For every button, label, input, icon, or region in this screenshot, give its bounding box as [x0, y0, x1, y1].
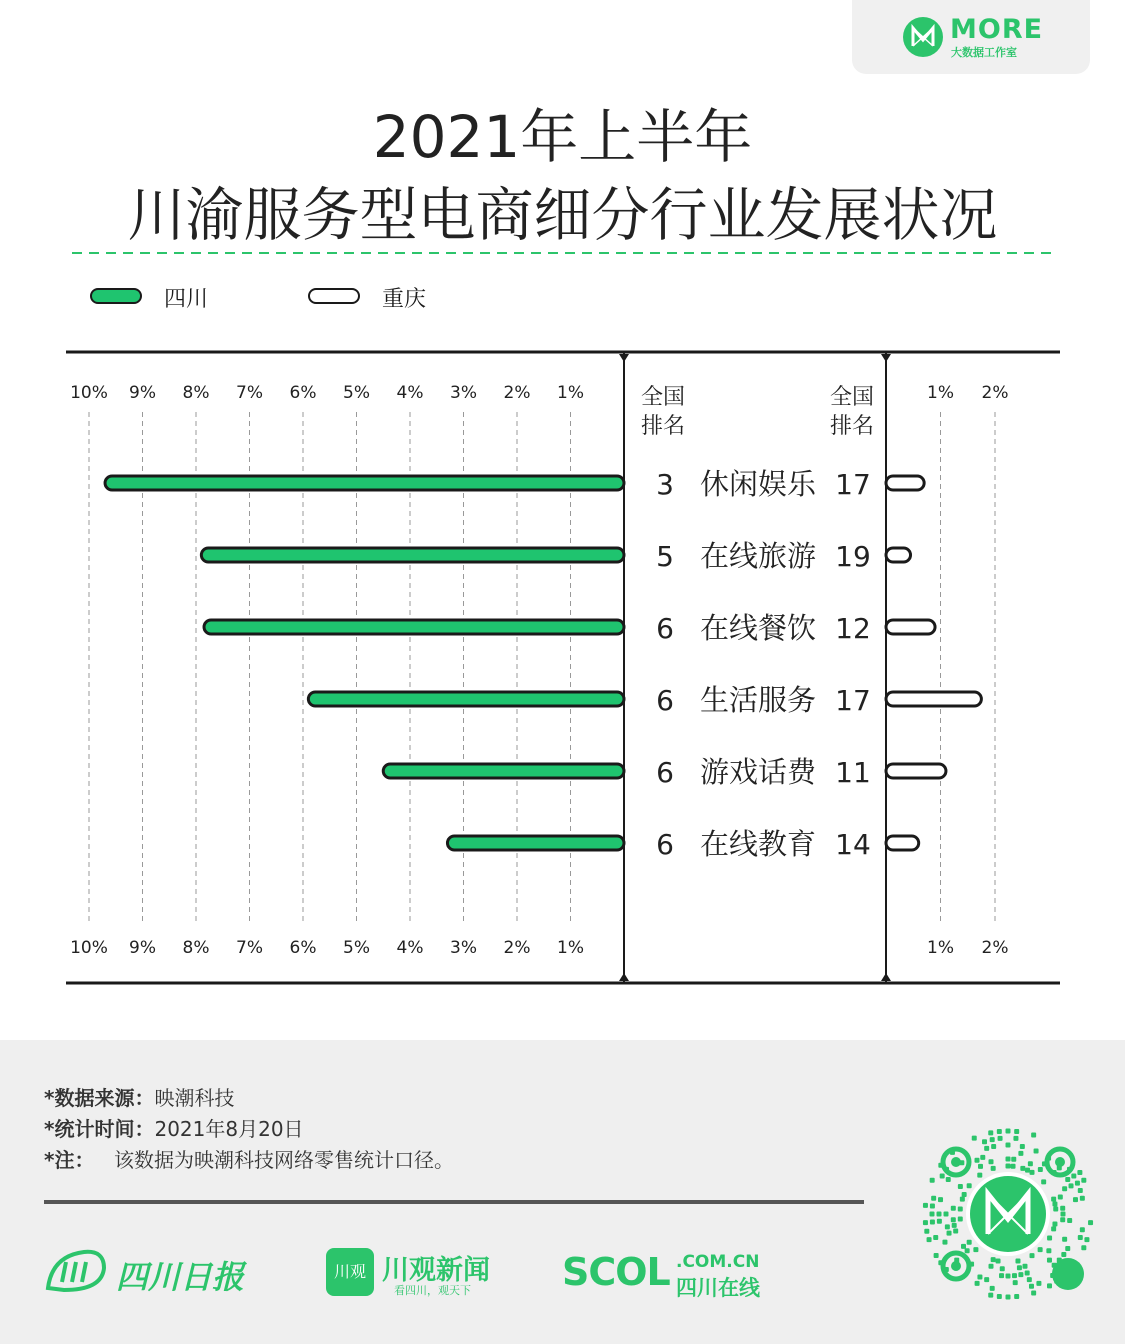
qr-finder-dot	[951, 1157, 961, 1167]
qr-dot	[965, 1248, 970, 1253]
rank-sichuan: 6	[656, 684, 674, 717]
qr-dot	[1018, 1151, 1023, 1156]
qr-dot	[1006, 1274, 1011, 1279]
tick-label-left-bottom: 2%	[503, 938, 531, 958]
qr-dot	[1018, 1272, 1023, 1277]
qr-dot	[990, 1137, 995, 1142]
qr-dot	[1067, 1218, 1072, 1223]
rank-chongqing: 14	[835, 828, 871, 861]
bar-chongqing	[886, 620, 935, 634]
qr-dot	[1038, 1167, 1043, 1172]
qr-dot	[1075, 1181, 1080, 1186]
rank-header-right: 排名	[829, 414, 875, 439]
qr-dot	[931, 1196, 936, 1201]
chuanguan-badge: 川观	[326, 1248, 374, 1296]
rank-sichuan: 6	[656, 828, 674, 861]
qr-dot	[1071, 1174, 1076, 1179]
qr-dot	[1069, 1183, 1074, 1188]
qr-dot	[944, 1212, 949, 1217]
tick-label-left-top: 1%	[557, 383, 584, 403]
rank-sichuan: 3	[656, 468, 674, 501]
rank-header-right: 全国	[829, 385, 875, 410]
source-label: *数据来源：	[44, 1086, 155, 1110]
note-line	[44, 1144, 454, 1173]
tick-label-left-top: 7%	[236, 383, 263, 403]
qr-dot	[1012, 1273, 1017, 1278]
tick-label-right-top: 1%	[927, 383, 954, 403]
qr-dot	[1047, 1236, 1052, 1241]
bar-chongqing	[886, 692, 981, 706]
qr-dot	[1041, 1179, 1046, 1184]
scdaily-emblem-icon	[44, 1248, 108, 1294]
footer-divider	[44, 1200, 864, 1204]
rank-sichuan: 6	[656, 612, 674, 645]
qr-dot	[1061, 1252, 1066, 1257]
qr-dot	[1011, 1157, 1016, 1162]
qr-dot	[1013, 1280, 1018, 1285]
qr-dot	[1058, 1195, 1063, 1200]
qr-dot	[927, 1237, 932, 1242]
qr-dot	[958, 1184, 963, 1189]
qr-dot	[991, 1144, 996, 1149]
bar-chongqing	[886, 836, 919, 850]
qr-dot	[930, 1212, 935, 1217]
qr-dot	[933, 1235, 938, 1240]
qr-dot	[999, 1273, 1004, 1278]
chart-title-line1: 2021年上半年	[372, 103, 753, 171]
qr-dot	[1081, 1178, 1086, 1183]
qr-dot	[1052, 1202, 1057, 1207]
divider-marker	[619, 973, 629, 981]
qr-dot	[978, 1164, 983, 1169]
qr-dot	[1025, 1168, 1030, 1173]
bar-sichuan	[204, 620, 624, 634]
tick-label-left-bottom: 7%	[236, 938, 263, 958]
qr-dot	[1030, 1170, 1035, 1175]
tick-label-left-top: 6%	[289, 383, 317, 403]
qr-dot	[1046, 1248, 1051, 1253]
qr-dot	[942, 1240, 947, 1245]
qr-dot	[937, 1219, 942, 1224]
qr-dot	[923, 1203, 928, 1208]
qr-dot	[951, 1206, 956, 1211]
tick-label-left-top: 8%	[182, 383, 210, 403]
time-label: *统计时间：	[44, 1117, 155, 1141]
chuanguan-slogan: 看四川，观天下	[394, 1284, 471, 1297]
qr-dot	[1038, 1247, 1043, 1252]
category-label: 休闲娱乐	[699, 467, 817, 501]
qr-dot	[1060, 1206, 1065, 1211]
tick-label-left-top: 4%	[396, 383, 424, 403]
qr-dot	[1080, 1196, 1085, 1201]
qr-dot	[1060, 1217, 1065, 1222]
tick-label-left-bottom: 8%	[182, 938, 210, 958]
bar-chongqing	[886, 764, 946, 778]
scol-cn-name: 四川在线	[676, 1276, 760, 1300]
tick-label-left-top: 2%	[503, 383, 531, 403]
qr-dot	[967, 1240, 972, 1245]
qr-dot	[952, 1223, 957, 1228]
qr-dot	[984, 1146, 989, 1151]
qr-dot	[1028, 1161, 1033, 1166]
bar-chongqing	[886, 476, 924, 490]
tick-label-left-bottom: 5%	[343, 938, 370, 958]
qr-dot	[1053, 1206, 1058, 1211]
qr-dot	[1062, 1237, 1067, 1242]
qr-dot	[996, 1258, 1001, 1263]
qr-dot	[1051, 1226, 1056, 1231]
qr-dot	[1047, 1258, 1052, 1263]
qr-dot	[984, 1277, 989, 1282]
time-value: 2021年8月20日	[154, 1117, 304, 1141]
qr-dot	[938, 1197, 943, 1202]
qr-dot	[1034, 1148, 1039, 1153]
qr-dot	[953, 1228, 958, 1233]
tick-label-left-bottom: 3%	[450, 938, 477, 958]
qr-dot	[1062, 1186, 1067, 1191]
qr-dot	[980, 1155, 985, 1160]
qr-dot	[1073, 1197, 1078, 1202]
qr-dot	[1031, 1290, 1036, 1295]
scol-logo	[562, 1248, 792, 1298]
qr-dot	[1022, 1264, 1027, 1269]
bar-sichuan	[201, 548, 624, 562]
qr-dot	[961, 1244, 966, 1249]
bar-sichuan	[383, 764, 624, 778]
qr-dot	[1030, 1253, 1035, 1258]
bar-sichuan	[105, 476, 624, 490]
qr-dot	[967, 1183, 972, 1188]
qr-dot	[1065, 1246, 1070, 1251]
tick-label-left-bottom: 4%	[396, 938, 424, 958]
tick-label-left-top: 10%	[70, 383, 108, 403]
rank-sichuan: 6	[656, 756, 674, 789]
rank-header-left: 排名	[640, 414, 686, 439]
tick-label-right-bottom: 2%	[981, 938, 1009, 958]
tick-label-left-bottom: 6%	[289, 938, 317, 958]
qr-dot	[975, 1281, 980, 1286]
qr-dot	[958, 1217, 963, 1222]
qr-dot	[1013, 1136, 1018, 1141]
qr-dot	[1047, 1283, 1052, 1288]
scdaily-name: 四川日报	[116, 1258, 245, 1296]
miniprogram-qr-icon	[918, 1124, 1098, 1304]
rank-chongqing: 19	[835, 540, 871, 573]
qr-dot	[923, 1220, 928, 1225]
tick-label-right-top: 2%	[981, 383, 1009, 403]
qr-dot	[989, 1264, 994, 1269]
rank-header-left: 全国	[640, 385, 686, 410]
qr-dot	[962, 1192, 967, 1197]
qr-dot	[988, 1293, 993, 1298]
qr-dot	[1051, 1197, 1056, 1202]
scol-wordmark: SCOL	[562, 1250, 670, 1294]
tick-label-left-bottom: 1%	[557, 938, 584, 958]
bar-sichuan	[447, 836, 624, 850]
time-line	[44, 1113, 304, 1142]
category-label: 生活服务	[699, 683, 817, 717]
qr-dot	[1078, 1235, 1083, 1240]
qr-dot	[1084, 1237, 1089, 1242]
qr-dot	[1014, 1294, 1019, 1299]
qr-dot	[946, 1177, 951, 1182]
qr-dot	[989, 1159, 994, 1164]
rank-chongqing: 11	[835, 756, 871, 789]
qr-dot	[1000, 1266, 1005, 1271]
qr-dot	[934, 1253, 939, 1258]
qr-dot	[991, 1257, 996, 1262]
tick-label-left-top: 3%	[450, 383, 477, 403]
qr-finder-dot	[1055, 1157, 1065, 1167]
qr-dot	[1006, 1129, 1011, 1134]
chuanguan-logo	[326, 1248, 526, 1298]
qr-dot	[930, 1178, 935, 1183]
qr-dot	[1081, 1245, 1086, 1250]
qr-dot	[997, 1129, 1002, 1134]
source-value: 映潮科技	[154, 1086, 235, 1110]
qr-dot	[1006, 1295, 1011, 1300]
qr-dot	[1065, 1177, 1070, 1182]
note-value: 该数据为映潮科技网络零售统计口径。	[114, 1148, 454, 1172]
qr-dot	[997, 1294, 1002, 1299]
qr-dot	[977, 1173, 982, 1178]
qr-dot	[945, 1224, 950, 1229]
tick-label-left-bottom: 10%	[70, 938, 108, 958]
qr-dot	[1020, 1166, 1025, 1171]
divider-marker	[619, 354, 629, 362]
qr-dot	[951, 1217, 956, 1222]
qr-dot	[972, 1136, 977, 1141]
qr-dot	[1061, 1212, 1066, 1217]
qr-dot	[1077, 1170, 1082, 1175]
qr-dot	[1006, 1143, 1011, 1148]
category-label: 在线教育	[699, 827, 817, 861]
legend-label-sichuan: 四川	[164, 287, 209, 312]
qr-dot	[973, 1247, 978, 1252]
rank-sichuan: 5	[656, 540, 674, 573]
bar-sichuan	[308, 692, 624, 706]
qr-dot	[1052, 1221, 1057, 1226]
qr-dot	[1006, 1164, 1011, 1169]
qr-dot	[960, 1197, 965, 1202]
qr-dot	[1029, 1284, 1034, 1289]
rank-chongqing: 17	[835, 468, 871, 501]
qr-dot	[1015, 1258, 1020, 1263]
qr-dot	[937, 1212, 942, 1217]
qr-dot	[988, 1130, 993, 1135]
category-label: 在线旅游	[699, 539, 817, 573]
qr-dot	[998, 1136, 1003, 1141]
qr-dot	[990, 1286, 995, 1291]
category-label: 在线餐饮	[699, 611, 817, 645]
qr-dot	[947, 1231, 952, 1236]
category-label: 游戏话费	[699, 755, 817, 789]
scdaily-logo	[44, 1248, 274, 1298]
qr-finder-dot	[951, 1261, 961, 1271]
qr-dot	[1036, 1281, 1041, 1286]
chuanguan-name: 川观新闻	[382, 1255, 490, 1286]
qr-dot	[1020, 1144, 1025, 1149]
qr-dot	[1017, 1265, 1022, 1270]
qr-dot	[975, 1158, 980, 1163]
bar-chongqing	[886, 548, 911, 562]
qr-dot	[1027, 1277, 1032, 1282]
divider-marker	[881, 973, 891, 981]
tick-label-left-top: 5%	[343, 383, 370, 403]
qr-dot	[1078, 1188, 1083, 1193]
rank-chongqing: 12	[835, 612, 871, 645]
qr-dot	[1025, 1270, 1030, 1275]
source-line	[44, 1082, 234, 1111]
brand-name: MORE	[950, 14, 1044, 45]
qr-dot	[1014, 1129, 1019, 1134]
note-label: *注：	[44, 1148, 95, 1172]
qr-dot	[991, 1166, 996, 1171]
qr-dot	[940, 1174, 945, 1179]
qr-dot	[1031, 1133, 1036, 1138]
chart-title-line2: 川渝服务型电商细分行业发展状况	[127, 181, 998, 249]
divider-marker	[881, 354, 891, 362]
tick-label-right-bottom: 1%	[927, 938, 954, 958]
qr-dot	[982, 1139, 987, 1144]
qr-dot	[1006, 1157, 1011, 1162]
qr-dot	[1088, 1220, 1093, 1225]
rank-chongqing: 17	[835, 684, 871, 717]
qr-dot	[930, 1204, 935, 1209]
qr-dot	[1011, 1164, 1016, 1169]
qr-dot	[1080, 1227, 1085, 1232]
brand-subtitle: 大数据工作室	[951, 46, 1017, 59]
qr-dot	[958, 1206, 963, 1211]
tick-label-left-top: 9%	[129, 383, 156, 403]
legend-label-chongqing: 重庆	[382, 287, 427, 312]
tick-label-left-bottom: 9%	[129, 938, 156, 958]
qr-dot	[930, 1219, 935, 1224]
scol-domain: .COM.CN	[676, 1252, 760, 1272]
qr-dot	[924, 1229, 929, 1234]
qr-dot	[977, 1275, 982, 1280]
